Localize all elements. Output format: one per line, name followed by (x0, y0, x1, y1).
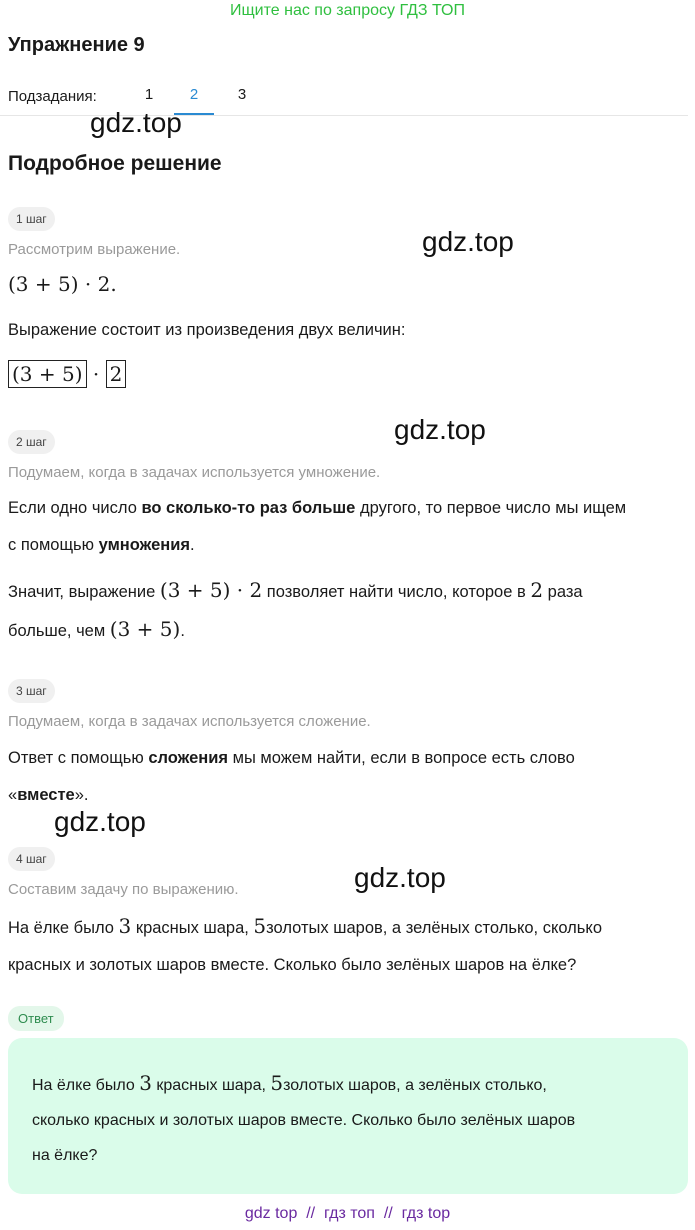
footer-separator: // (306, 1205, 316, 1222)
expression: (3 + 5) · 2. (8, 272, 117, 296)
step-badge: 1 шаг (8, 207, 55, 231)
boxed-expression (8, 360, 126, 388)
answer-text: На ёлке было 3 красных шара, 5золотых шаров, а зелёных столько, сколько красных и золотых шаров вместе. Сколько было зелёных шаров на ёлке? (32, 1071, 576, 1164)
step-paragraph: Ответ с помощью сложения мы можем найти, если в вопросе есть слово «вместе». (8, 749, 575, 804)
section-title: Подробное решение (8, 152, 222, 175)
step-badge: 2 шаг (8, 430, 55, 454)
watermark: gdz.top (394, 414, 486, 445)
answer-badge: Ответ (8, 1006, 64, 1031)
boxed-factor-2: 2 (106, 360, 127, 388)
multiply-dot: · (92, 362, 100, 386)
subtask-tab-2[interactable]: 2 (174, 86, 214, 115)
watermark: gdz.top (422, 226, 514, 257)
page-title: Упражнение 9 (8, 34, 145, 56)
subtask-tab-3[interactable]: 3 (237, 86, 247, 103)
step-hint: Подумаем, когда в задачах используется умножение. (8, 464, 381, 481)
subtasks-label: Подзадания: (8, 88, 97, 105)
footer-link[interactable]: gdz top (244, 1205, 298, 1222)
watermark: gdz.top (54, 806, 146, 837)
step-hint: Рассмотрим выражение. (8, 241, 181, 258)
step-paragraph: Значит, выражение (3 + 5) · 2 позволяет найти число, которое в 2 раза больше, чем (3 + 5). (8, 578, 583, 641)
footer-links (0, 1205, 695, 1223)
step-text: Выражение состоит из произведения двух величин: (8, 321, 406, 339)
step-paragraph: Если одно число во сколько-то раз больше другого, то первое число мы ищем с помощью умножения. (8, 499, 627, 554)
step-badge: 4 шаг (8, 847, 55, 871)
footer-link[interactable]: гдз топ (324, 1205, 375, 1222)
boxed-factor-1: (3 + 5) (8, 360, 87, 388)
watermark: gdz.top (354, 862, 446, 893)
step-hint: Составим задачу по выражению. (8, 881, 239, 898)
step-paragraph: На ёлке было 3 красных шара, 5золотых шаров, а зелёных столько, сколько красных и золотых шаров вместе. Сколько было зелёных шаров на ёлке? (8, 914, 602, 974)
search-banner-link[interactable]: Ищите нас по запросу ГДЗ ТОП (230, 2, 465, 19)
step-hint: Подумаем, когда в задачах используется сложение. (8, 713, 371, 730)
step-badge: 3 шаг (8, 679, 55, 703)
footer-link[interactable]: гдз top (401, 1205, 451, 1222)
watermark: gdz.top (90, 107, 182, 138)
subtask-tab-1[interactable]: 1 (144, 86, 154, 103)
footer-separator: // (383, 1205, 393, 1222)
